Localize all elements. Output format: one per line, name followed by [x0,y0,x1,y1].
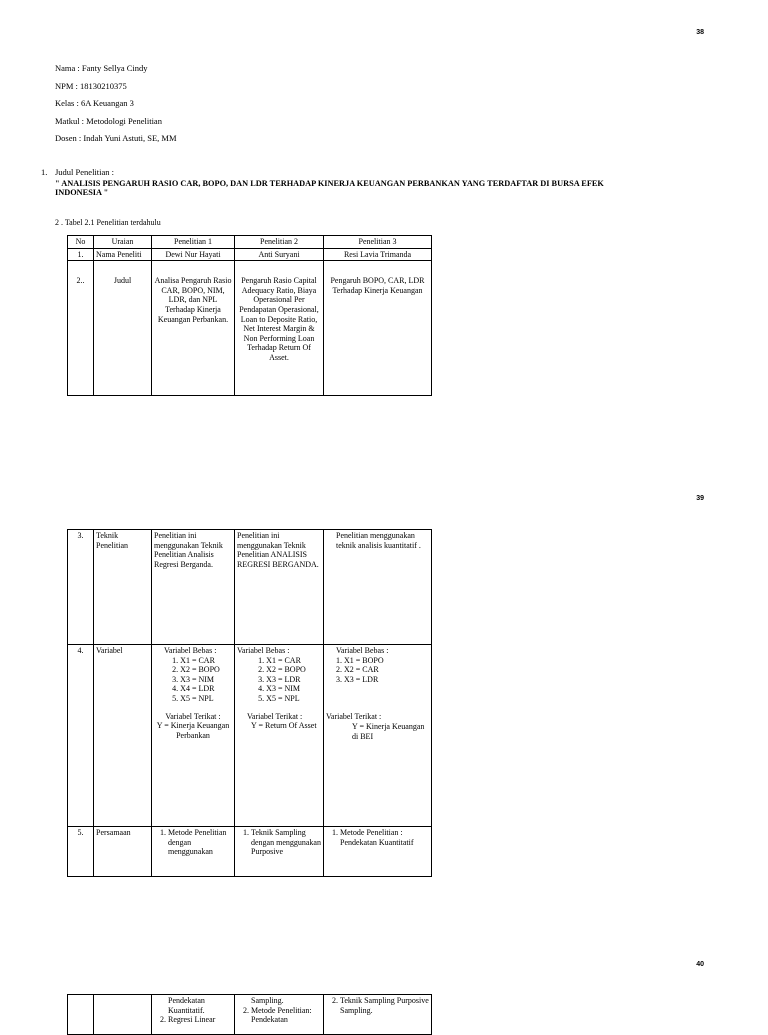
cell-no [68,995,94,1035]
cell-penelitian-3 [324,995,432,1035]
independent-variable-label: Variabel Bebas : [164,646,217,655]
independent-variable-label: Variabel Bebas : [336,646,389,655]
cell-penelitian-1: Dewi Nur Hayati [152,248,235,261]
section-1-number: 1. [41,167,48,177]
dependent-variable-label: Variabel Terikat : [326,712,382,722]
cell-penelitian-2 [235,827,324,877]
header-uraian: Uraian [94,236,152,249]
lecturer-name: Dosen : Indah Yuni Astuti, SE, MM [55,133,177,144]
table-row [68,530,432,645]
cell-penelitian-3 [324,645,432,827]
course-name: Matkul : Metodologi Penelitian [55,115,162,126]
cell-no: 5. [68,827,94,877]
identity-block [55,60,177,148]
list-item: 2. X2 = CAR [344,665,429,675]
list-item: 1. Metode Penelitian : Pendekatan Kuantitatif [340,828,429,847]
cell-uraian: Nama Peneliti [94,248,152,261]
header-penelitian-2: Penelitian 2 [235,236,324,249]
list-item: 4. X3 = NIM [266,684,306,694]
list-item: 5. X5 = NPL [180,694,220,704]
cell-penelitian-2: Pengaruh Rasio Capital Adequacy Ratio, Biaya Operasional Per Pendapatan Operasional, Loan to Deposite Ratio, Net Interest Margin & Non Performing Loan Terhadap Return Of Asset. [235,261,324,396]
cell-penelitian-1: Pendekatan Kuantitatif. 2. Regresi Linear [152,995,235,1035]
cell-penelitian-1: Analisa Pengaruh Rasio CAR, BOPO, NIM, LDR, dan NPL Terhadap Kinerja Keuangan Perbankan. [152,261,235,396]
cell-penelitian-2: Anti Suryani [235,248,324,261]
list-item: 2. Metode Penelitian: [251,1006,321,1016]
cell-penelitian-1: Penelitian ini menggunakan Teknik Penelitian Analisis Regresi Berganda. [152,530,235,645]
list-item: 1. Metode Penelitian dengan menggunakan [168,828,232,857]
list-item: 1. X1 = CAR [180,656,220,666]
list-item: 3. X3 = NIM [180,675,220,685]
table-row [68,645,432,827]
page-number: 40 [696,961,704,968]
independent-variable-label: Variabel Bebas : [237,646,290,655]
cell-penelitian-3: Penelitian menggunakan teknik analisis kuantitatif . [324,530,432,645]
cell-uraian: Judul [94,261,152,396]
cell-penelitian-1 [152,645,235,827]
list-item: 2. Teknik Sampling Purposive Sampling. [340,996,429,1015]
previous-research-table-part1 [67,235,432,396]
cell-penelitian-3: Resi Lavia Trimanda [324,248,432,261]
list-item: 2. X2 = BOPO [180,665,220,675]
list-item: 2. Regresi Linear [168,1015,232,1025]
cell-penelitian-1 [152,827,235,877]
dependent-variable-label: Variabel Terikat : [247,711,303,721]
cell-penelitian-2: Sampling. 2. Metode Penelitian: Pendekatan [235,995,324,1035]
cell-no: 3. [68,530,94,645]
research-title: " ANALISIS PENGARUH RASIO CAR, BOPO, DAN LDR TERHADAP KINERJA KEUANGAN PERBANKAN YANG TERDAFTAR DI BURSA EFEK INDONESIA " [55,179,604,197]
list-item: 3. X3 = LDR [344,675,429,685]
cell-uraian [94,995,152,1035]
list-item: 5. X5 = NPL [266,694,306,704]
cell-uraian: Teknik Penelitian [94,530,152,645]
cell-no: 1. [68,248,94,261]
dependent-variable-value: Y = Kinerja Keuangan di BEI [352,721,425,741]
cell-uraian: Persamaan [94,827,152,877]
list-item: 1. X1 = CAR [266,656,306,666]
list-item: 2. X2 = BOPO [266,665,306,675]
previous-research-table-part3 [67,994,432,1035]
header-penelitian-3: Penelitian 3 [324,236,432,249]
list-item: 1. Teknik Sampling dengan menggunakan Purposive [251,828,321,857]
dependent-variable-value: Y = Return Of Asset [251,721,317,731]
dependent-variable-label: Variabel Terikat : [165,711,221,721]
table-row [68,248,432,261]
header-no: No [68,236,94,249]
cell-uraian: Variabel [94,645,152,827]
dependent-variable-value: Y = Kinerja Keuangan Perbankan [156,721,230,740]
table-row [68,261,432,396]
list-item: 3. X3 = LDR [266,675,306,685]
list-item: 4. X4 = LDR [180,684,220,694]
section-1-label: Judul Penelitian : [55,167,115,177]
student-name: Nama : Fanty Sellya Cindy [55,63,148,73]
section-2-label: 2 . Tabel 2.1 Penelitian terdahulu [55,218,161,227]
list-item: 1. X1 = BOPO [344,656,429,666]
cell-no: 2.. [68,261,94,396]
previous-research-table-part2 [67,529,432,877]
cell-penelitian-2 [235,645,324,827]
cell-penelitian-3 [324,827,432,877]
page-number: 38 [696,29,704,36]
cell-no: 4. [68,645,94,827]
page-number: 39 [696,495,704,502]
table-row [68,995,432,1035]
cell-penelitian-2: Penelitian ini menggunakan Teknik Penelitian ANALISIS REGRESI BERGANDA. [235,530,324,645]
cell-penelitian-3: Pengaruh BOPO, CAR, LDR Terhadap Kinerja Keuangan [324,261,432,396]
table-row [68,827,432,877]
student-class: Kelas : 6A Keuangan 3 [55,98,134,109]
student-npm: NPM : 18130210375 [55,80,127,91]
header-penelitian-1: Penelitian 1 [152,236,235,249]
